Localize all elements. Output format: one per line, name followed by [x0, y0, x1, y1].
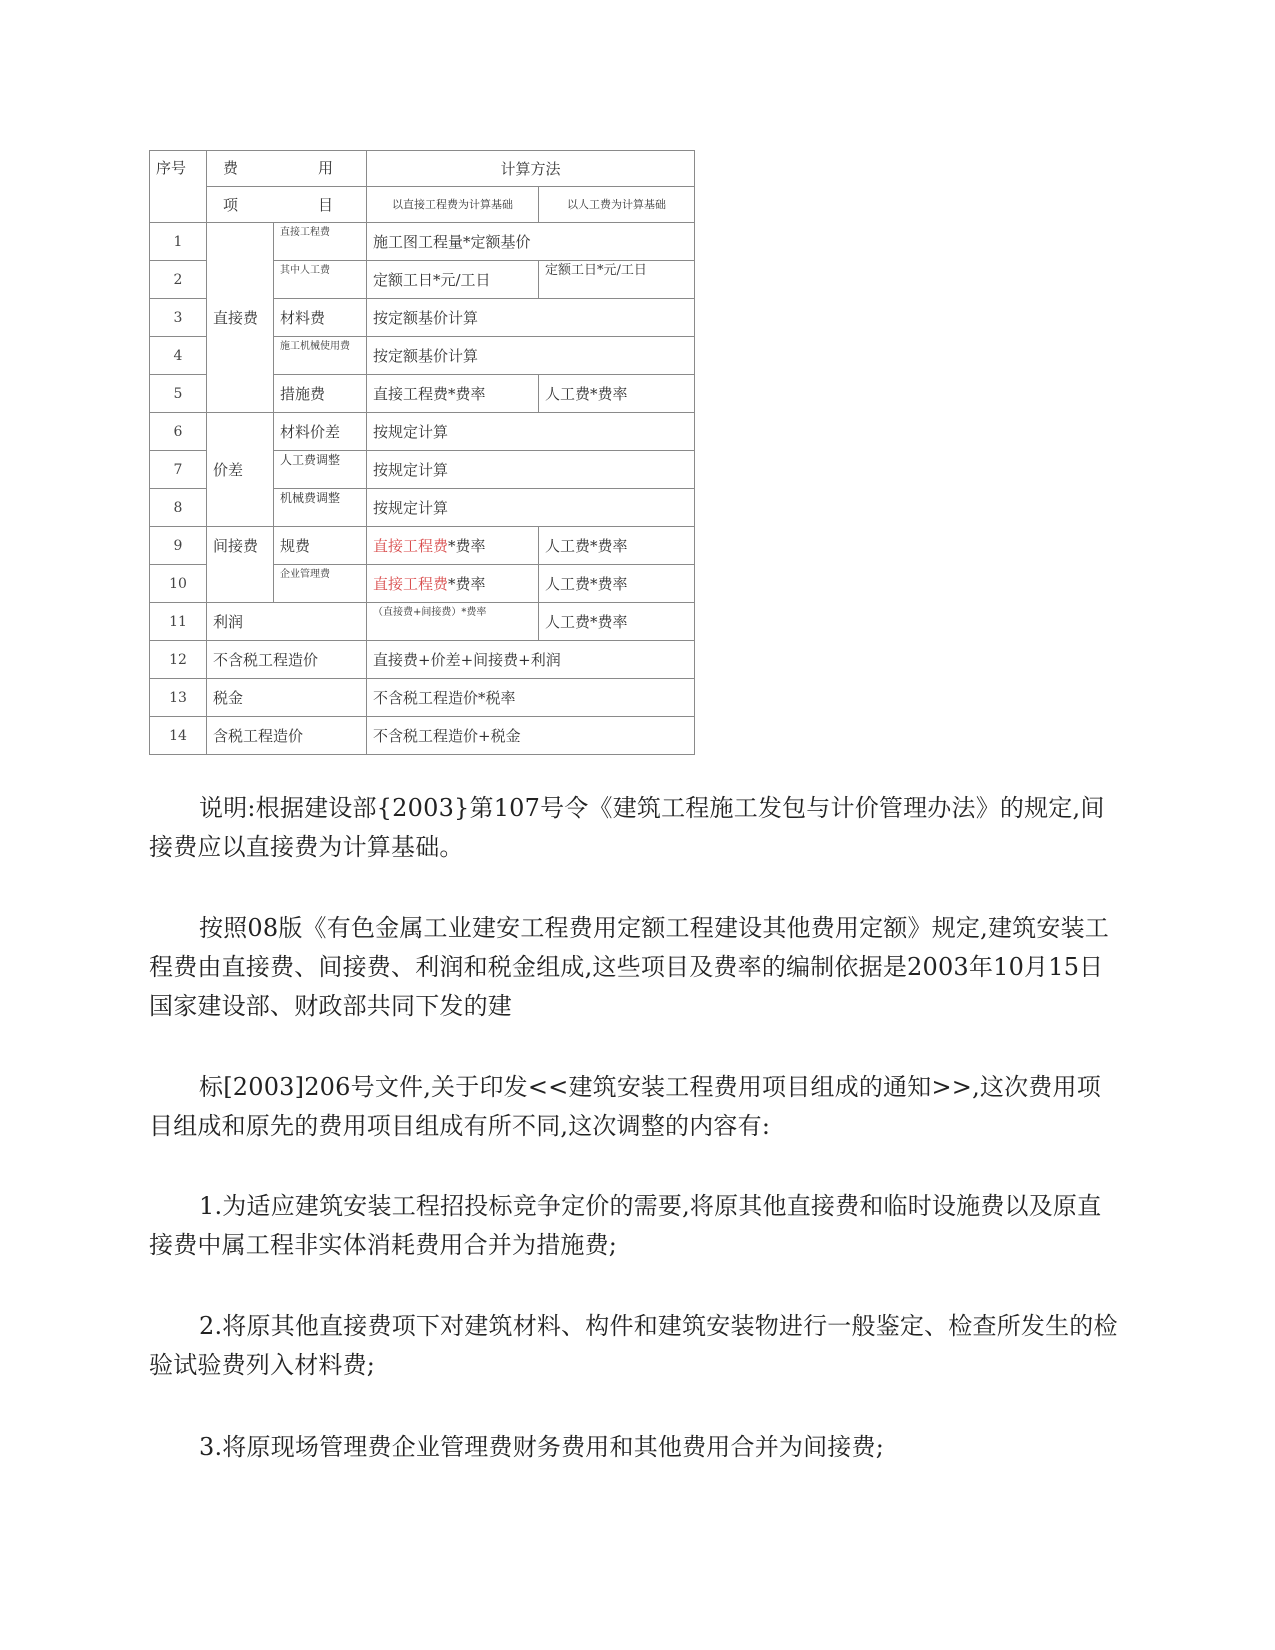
- row-number: 5: [150, 375, 207, 413]
- group-direct: 直接费: [207, 223, 274, 413]
- paragraph-item-2: 2.将原其他直接费项下对建筑材料、构件和建筑安装物进行一般鉴定、检查所发生的检验试验费列入材料费;: [149, 1312, 1118, 1379]
- row-method: 不含税工程造价*税率: [367, 679, 695, 717]
- row-item: 施工机械使用费: [274, 337, 367, 375]
- row-method: 不含税工程造价+税金: [367, 717, 695, 755]
- row-number: 4: [150, 337, 207, 375]
- paragraph-item-1: 1.为适应建筑安装工程招投标竞争定价的需要,将原其他直接费和临时设施费以及原直接费中属工程非实体消耗费用合并为措施费;: [149, 1192, 1102, 1259]
- paragraph-note: 说明:根据建设部{2003}第107号令《建筑工程施工发包与计价管理办法》的规定,间接费应以直接费为计算基础。: [149, 794, 1105, 861]
- table-row: [150, 717, 695, 755]
- row-number: 2: [150, 261, 207, 299]
- paragraph-standard: 按照08版《有色金属工业建安工程费用定额工程建设其他费用定额》规定,建筑安装工程费由直接费、间接费、利润和税金组成,这些项目及费率的编制依据是2003年10月15日国家建设部、财政部共同下发的建: [149, 914, 1109, 1020]
- row-number: 14: [150, 717, 207, 755]
- header-basis-direct: 以直接工程费为计算基础: [367, 187, 539, 223]
- row-method: 施工图工程量*定额基价: [367, 223, 695, 261]
- row-item: 人工费调整: [274, 451, 367, 489]
- row-number: 12: [150, 641, 207, 679]
- row-method: 直接费+价差+间接费+利润: [367, 641, 695, 679]
- row-number: 1: [150, 223, 207, 261]
- paragraph-document-ref: 标[2003]206号文件,关于印发<<建筑安装工程费用项目组成的通知>>,这次费用项目组成和原先的费用项目组成有所不同,这次调整的内容有:: [149, 1073, 1101, 1140]
- table-row: [150, 527, 695, 565]
- row-method: 按定额基价计算: [367, 337, 695, 375]
- row-item: 其中人工费: [274, 261, 367, 299]
- fee-calculation-table: [149, 150, 695, 755]
- table-row: [150, 641, 695, 679]
- row-number: 7: [150, 451, 207, 489]
- row-method: 直接工程费*费率: [367, 527, 539, 565]
- row-number: 9: [150, 527, 207, 565]
- row-item: 措施费: [274, 375, 367, 413]
- table-row: [150, 223, 695, 261]
- row-labor-method: 人工费*费率: [539, 565, 695, 603]
- header-fee-top: 费 用: [207, 151, 367, 187]
- table-row: [150, 603, 695, 641]
- group-indirect: 间接费: [207, 527, 274, 603]
- header-fee-bottom: 项 目: [207, 187, 367, 223]
- row-item: 直接工程费: [274, 223, 367, 261]
- row-number: 8: [150, 489, 207, 527]
- header-method: 计算方法: [367, 151, 695, 187]
- row-method: （直接费+间接费）*费率: [367, 603, 539, 641]
- row-number: 6: [150, 413, 207, 451]
- header-seq: 序号: [150, 151, 207, 223]
- row-labor-method: 定额工日*元/工日: [539, 261, 695, 299]
- row-item: 税金: [207, 679, 367, 717]
- row-number: 13: [150, 679, 207, 717]
- row-method: 直接工程费*费率: [367, 565, 539, 603]
- row-labor-method: 人工费*费率: [539, 527, 695, 565]
- row-method: 直接工程费*费率: [367, 375, 539, 413]
- row-method: 按规定计算: [367, 451, 695, 489]
- row-item: 利润: [207, 603, 367, 641]
- row-method: 定额工日*元/工日: [367, 261, 539, 299]
- row-item: 机械费调整: [274, 489, 367, 527]
- row-item: 材料费: [274, 299, 367, 337]
- row-item: 材料价差: [274, 413, 367, 451]
- table-subheader-row: [150, 187, 695, 223]
- row-item: 不含税工程造价: [207, 641, 367, 679]
- row-method: 按规定计算: [367, 489, 695, 527]
- table-row: [150, 679, 695, 717]
- header-basis-labor: 以人工费为计算基础: [539, 187, 695, 223]
- row-number: 3: [150, 299, 207, 337]
- row-method: 按规定计算: [367, 413, 695, 451]
- group-price-diff: 价差: [207, 413, 274, 527]
- row-item: 含税工程造价: [207, 717, 367, 755]
- table-row: [150, 413, 695, 451]
- row-method: 按定额基价计算: [367, 299, 695, 337]
- row-labor-method: 人工费*费率: [539, 375, 695, 413]
- row-item: 规费: [274, 527, 367, 565]
- row-number: 11: [150, 603, 207, 641]
- paragraph-item-3: 3.将原现场管理费企业管理费财务费用和其他费用合并为间接费;: [199, 1433, 884, 1461]
- row-number: 10: [150, 565, 207, 603]
- row-item: 企业管理费: [274, 565, 367, 603]
- table-header-row: [150, 151, 695, 187]
- row-labor-method: 人工费*费率: [539, 603, 695, 641]
